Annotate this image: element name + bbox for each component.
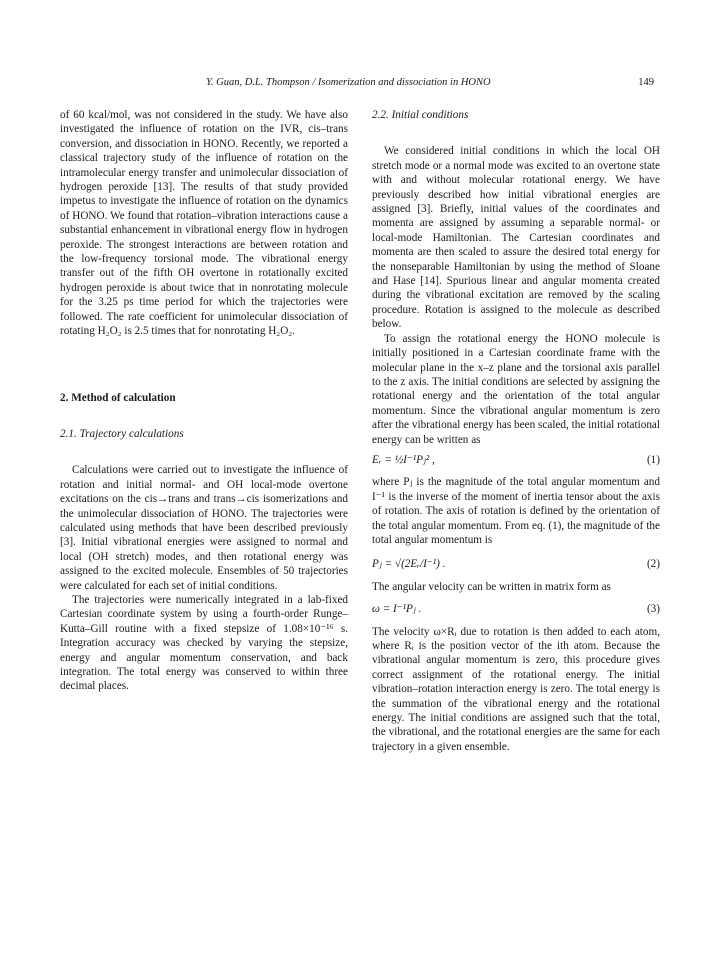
trajectory-paragraph-1: Calculations were carried out to investigate the influence of rotation and initial normal- and OH local-mode overtone excitations on the cis→trans and trans→cis isomerizations and the unimolecular dissociation of HONO. The trajectories were calculated using methods that have been described previously [3]. Initial vibrational energies were assigned to normal and local (OH stretch) modes, and then rotational energy was assigned to the excited molecule. Ensembles of 50 trajectories were calculated for each set of initial conditions.	[60, 464, 348, 592]
initial-conditions-paragraph-4: The angular velocity can be written in matrix form as	[372, 580, 611, 593]
equation-2-number: (2)	[646, 558, 660, 571]
continued-paragraph: of 60 kcal/mol, was not considered in the study. We have also investigated the influence of rotation on the IVR, cis–trans conversion, and dissociation in HONO. Recently, we reported a classical trajectory study of the influence of rotation on the intramolecular energy transfer and unimolecular dissociation of hydrogen peroxide [13]. The results of that study provided impetus to investigate the influence of rotation on the dynamics of HONO. We found that rotation–vibration interactions cause a substantial enhancement in vibrational energy flow in hydrogen peroxide. The strongest interactions are between rotation and the low-frequency torsional mode. The vibrational energy transfer out of the fifth OH overtone in rotationally excited hydrogen peroxide is about twice that in nonrotating molecule for the 3.25 ps time period for which the trajectories were followed. The rate coefficient for unimolecular dissociation of rotating H₂O₂ is 2.5 times that for nonrotating H₂O₂.	[60, 109, 348, 338]
page-header	[60, 77, 660, 93]
left-column	[60, 108, 348, 694]
equation-3-number: (3)	[646, 603, 660, 616]
subsection-heading-trajectory: 2.1. Trajectory calculations	[60, 427, 184, 440]
equation-2-body: Pⱼ = √(2Eᵣ/I⁻¹) .	[372, 558, 446, 571]
initial-conditions-paragraph-5: The velocity ω×Rᵢ due to rotation is then added to each atom, where Rᵢ is the position vector of the ith atom. Because the vibrational angular momentum is zero, this procedure gives correct assignment of the rotational energy. The initial vibration–rotation interaction energy is zero. The total energy is the summation of the vibrational energy and the rotational energy. The initial conditions are assigned such that the total, the vibrational, and the rotational energies are the same for each trajectory in a given ensemble.	[372, 625, 660, 753]
equation-3-body: ω = I⁻¹Pⱼ .	[372, 603, 422, 616]
subsection-heading-initial-conditions: 2.2. Initial conditions	[372, 109, 469, 121]
equation-1	[372, 453, 660, 467]
right-column	[372, 108, 660, 754]
initial-conditions-paragraph-3: where Pⱼ is the magnitude of the total angular momentum and I⁻¹ is the inverse of the moment of inertia tensor about the axis of rotation. The axis of rotation is defined by the orientation of the total angular momentum. From eq. (1), the magnitude of the total angular momentum is	[372, 476, 660, 546]
initial-conditions-paragraph-1: We considered initial conditions in which the local OH stretch mode or a normal mode was excited to an overtone state with and without molecular rotational energy. We have previously described how initial vibrational energies are assigned [3]. Briefly, initial values of the coordinates and momenta are assigned by assuming a separable normal- or local-mode Hamiltonian. The Cartesian coordinates and momenta are then scaled to assure the desired total energy for the nonseparable Hamiltonian by using the method of Sloane and Hase [14]. Spurious linear and angular momenta created during the vibrational excitation are removed by the scaling procedure. Rotation is assigned to the molecule as described below.	[372, 145, 660, 331]
initial-conditions-paragraph-2: To assign the rotational energy the HONO molecule is initially positioned in a Cartesian coordinate frame with the molecular plane in the x–z plane and the torsional axis parallel to the z axis. The initial conditions are selected by assigning the rotational energy and the orientation of the total angular momentum. Since the vibrational angular momentum is zero after the vibrational energy has been scaled, the initial rotational energy can be written as	[372, 332, 660, 446]
section-heading: 2. Method of calculation	[60, 391, 176, 404]
equation-3	[372, 602, 660, 616]
page-number: 149	[638, 77, 654, 88]
running-title: Y. Guan, D.L. Thompson / Isomerization and dissociation in HONO	[206, 77, 491, 88]
equation-2	[372, 557, 660, 571]
equation-1-body: Eᵣ = ½I⁻¹Pⱼ² ,	[372, 453, 435, 466]
equation-1-number: (1)	[646, 453, 660, 466]
trajectory-paragraph-2: The trajectories were numerically integrated in a lab-fixed Cartesian coordinate system by using a fourth-order Runge–Kutta–Gill routine with a fixed stepsize of 1.08×10⁻¹⁶ s. Integration accuracy was checked by varying the stepsize, energy and angular momentum conservation, and back integration. The total energy was conserved to within three decimal places.	[60, 593, 348, 693]
